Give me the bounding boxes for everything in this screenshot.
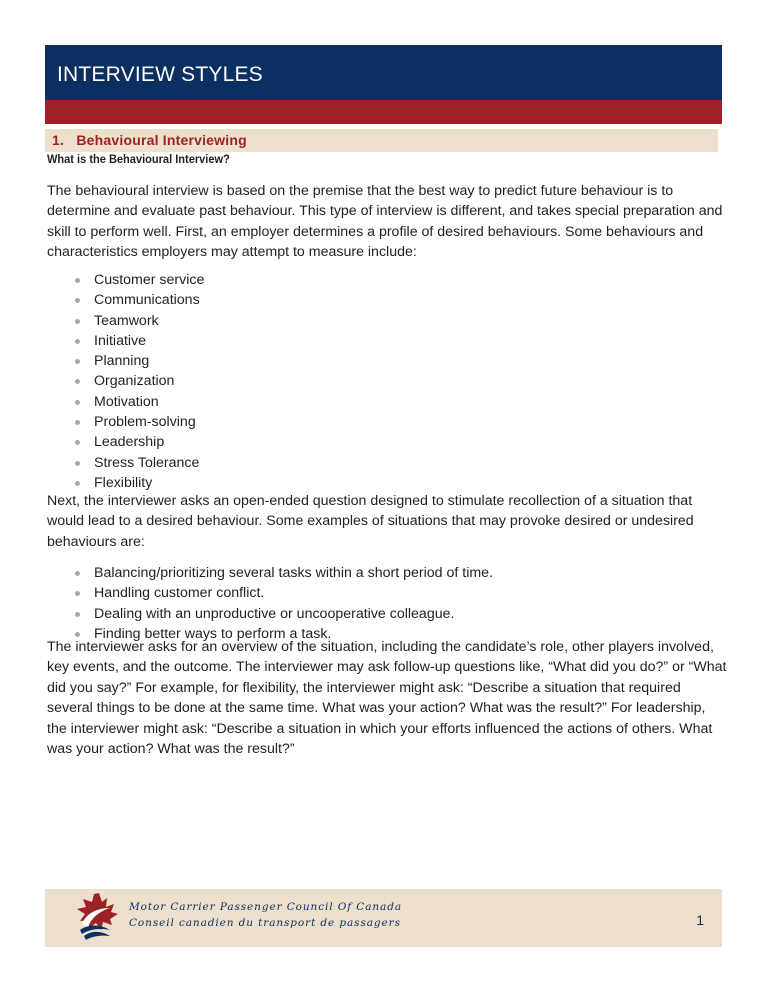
bullet-icon bbox=[75, 319, 80, 324]
list-item: Initiative bbox=[72, 331, 204, 351]
list-item: Customer service bbox=[72, 270, 204, 290]
header-accent-band bbox=[45, 100, 722, 124]
list-item: Stress Tolerance bbox=[72, 453, 204, 473]
bullet-icon bbox=[75, 591, 80, 596]
next-paragraph: Next, the interviewer asks an open-ended question designed to stimulate recollection of a situation that would lead to a desired behaviour. Some examples of situations that may provoke desired or undesired behaviours are: bbox=[47, 493, 694, 550]
list-item: Flexibility bbox=[72, 473, 204, 493]
organization-name-french: Conseil canadien du transport de passagers bbox=[129, 917, 401, 929]
bullet-icon bbox=[75, 440, 80, 445]
bullet-icon bbox=[75, 612, 80, 617]
list-item: Leadership bbox=[72, 432, 204, 452]
intro-paragraph: The behavioural interview is based on the premise that the best way to predict future behaviour is to determine and evaluate past behaviour. This type of interview is different, and takes special preparation and skill to perform well. First, an employer determines a profile of desired behaviours. Some behaviours and characteristics employers may attempt to measure include: bbox=[47, 183, 723, 261]
bullet-icon bbox=[75, 571, 80, 576]
situations-list bbox=[72, 563, 493, 644]
list-item: Teamwork bbox=[72, 311, 204, 331]
bullet-icon bbox=[75, 359, 80, 364]
list-item: Finding better ways to perform a task. bbox=[72, 624, 493, 644]
closing-paragraph: The interviewer asks for an overview of the situation, including the candidate’s role, other players involved, key events, and the outcome. The interviewer may ask follow-up questions like, “What did you do?” or “What did you say?” For example, for flexibility, the interviewer might ask: “Describe a situation that required several things to be done at the same time. What was your action? What was the result?” For leadership, the interviewer might ask: “Describe a situation in which your efforts influenced the actions of others. What was your action? What was the result?” bbox=[47, 639, 727, 758]
section-title: 1. Behavioural Interviewing bbox=[52, 132, 247, 148]
section-heading-bar bbox=[45, 129, 718, 152]
list-item: Communications bbox=[72, 290, 204, 310]
bullet-icon bbox=[75, 379, 80, 384]
organization-name-english: Motor Carrier Passenger Council Of Canada bbox=[129, 901, 402, 913]
behaviours-list bbox=[72, 270, 204, 493]
footer-band bbox=[45, 889, 722, 947]
bullet-icon bbox=[75, 298, 80, 303]
maple-leaf-logo-icon bbox=[74, 890, 120, 942]
list-item: Balancing/prioritizing several tasks within a short period of time. bbox=[72, 563, 493, 583]
list-item: Planning bbox=[72, 351, 204, 371]
header-band bbox=[45, 45, 722, 100]
list-item: Motivation bbox=[72, 392, 204, 412]
bullet-icon bbox=[75, 339, 80, 344]
bullet-icon bbox=[75, 461, 80, 466]
bullet-icon bbox=[75, 278, 80, 283]
list-item: Problem-solving bbox=[72, 412, 204, 432]
list-item: Handling customer conflict. bbox=[72, 583, 493, 603]
bullet-icon bbox=[75, 481, 80, 486]
page-number: 1 bbox=[696, 912, 704, 928]
list-item: Organization bbox=[72, 371, 204, 391]
list-item: Dealing with an unproductive or uncooperative colleague. bbox=[72, 604, 493, 624]
bullet-icon bbox=[75, 420, 80, 425]
bullet-icon bbox=[75, 400, 80, 405]
subheading: What is the Behavioural Interview? bbox=[47, 152, 230, 166]
page-title: INTERVIEW STYLES bbox=[57, 63, 263, 86]
